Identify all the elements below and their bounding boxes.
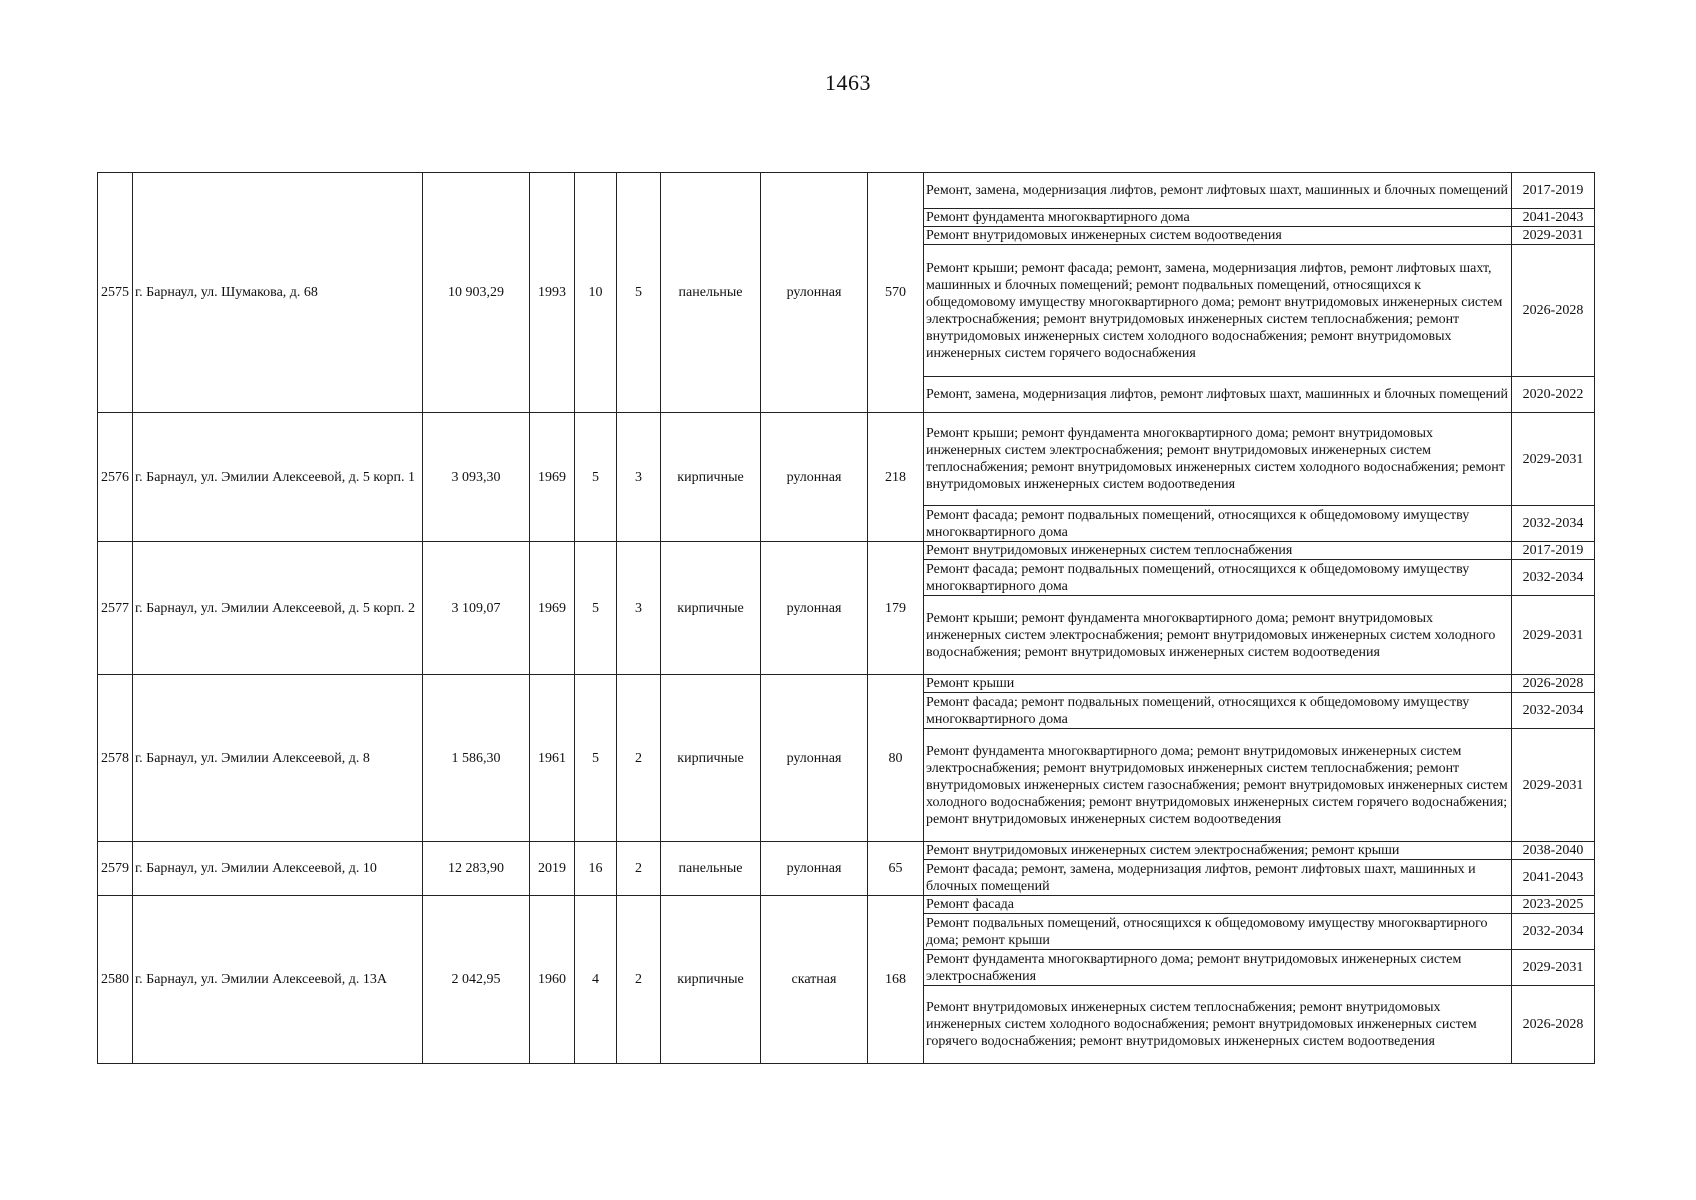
house-walls: панельные (661, 842, 761, 896)
work-period: 2038-2040 (1512, 842, 1595, 860)
page-number: 1463 (825, 70, 871, 95)
work-period: 2029-2031 (1512, 950, 1595, 986)
house-year: 1961 (530, 675, 575, 842)
house-roof: рулонная (761, 675, 868, 842)
work-period: 2017-2019 (1512, 542, 1595, 560)
house-roof: рулонная (761, 842, 868, 896)
work-description: Ремонт фундамента многоквартирного дома (924, 209, 1512, 227)
work-period: 2026-2028 (1512, 675, 1595, 693)
work-description: Ремонт крыши (924, 675, 1512, 693)
work-description: Ремонт крыши; ремонт фундамента многоквартирного дома; ремонт внутридомовых инженерных систем электроснабжения; ремонт внутридомовых инженерных систем теплоснабжения; ремонт внутридомовых инженерных систем холодного водоснабжения; ремонт внутридомовых инженерных систем водоотведения (924, 413, 1512, 506)
work-period: 2032-2034 (1512, 506, 1595, 542)
work-description: Ремонт внутридомовых инженерных систем теплоснабжения; ремонт внутридомовых инженерных систем холодного водоснабжения; ремонт внутридомовых инженерных систем горячего водоснабжения; ремонт внутридомовых инженерных систем водоотведения (924, 986, 1512, 1064)
house-walls: кирпичные (661, 542, 761, 675)
house-address: г. Барнаул, ул. Эмилии Алексеевой, д. 10 (133, 842, 423, 896)
work-description: Ремонт фасада; ремонт, замена, модернизация лифтов, ремонт лифтовых шахт, машинных и блочных помещений (924, 860, 1512, 896)
house-floors: 5 (575, 675, 617, 842)
house-residents: 80 (868, 675, 924, 842)
house-roof: рулонная (761, 413, 868, 542)
work-period: 2029-2031 (1512, 227, 1595, 245)
work-period: 2029-2031 (1512, 413, 1595, 506)
house-year: 1969 (530, 413, 575, 542)
house-walls: кирпичные (661, 675, 761, 842)
work-description: Ремонт крыши; ремонт фундамента многоквартирного дома; ремонт внутридомовых инженерных систем электроснабжения; ремонт внутридомовых инженерных систем холодного водоснабжения; ремонт внутридомовых инженерных систем водоотведения (924, 596, 1512, 675)
house-roof: рулонная (761, 542, 868, 675)
house-year: 1993 (530, 173, 575, 413)
house-entrances: 3 (617, 413, 661, 542)
work-period: 2032-2034 (1512, 914, 1595, 950)
work-description: Ремонт фундамента многоквартирного дома; ремонт внутридомовых инженерных систем электроснабжения; ремонт внутридомовых инженерных систем теплоснабжения; ремонт внутридомовых инженерных систем газоснабжения; ремонт внутридомовых инженерных систем холодного водоснабжения; ремонт внутридомовых инженерных систем горячего водоснабжения; ремонт внутридомовых инженерных систем водоотведения (924, 729, 1512, 842)
work-description: Ремонт фасада (924, 896, 1512, 914)
house-area: 12 283,90 (423, 842, 530, 896)
work-description: Ремонт фасада; ремонт подвальных помещений, относящихся к общедомовому имуществу многоквартирного дома (924, 560, 1512, 596)
work-period: 2041-2043 (1512, 860, 1595, 896)
house-address: г. Барнаул, ул. Эмилии Алексеевой, д. 8 (133, 675, 423, 842)
house-number: 2578 (98, 675, 133, 842)
work-period: 2032-2034 (1512, 693, 1595, 729)
house-number: 2575 (98, 173, 133, 413)
house-residents: 65 (868, 842, 924, 896)
table-row (98, 896, 1595, 914)
work-period: 2017-2019 (1512, 173, 1595, 209)
work-period: 2029-2031 (1512, 596, 1595, 675)
house-floors: 16 (575, 842, 617, 896)
house-walls: панельные (661, 173, 761, 413)
house-floors: 10 (575, 173, 617, 413)
house-area: 1 586,30 (423, 675, 530, 842)
work-description: Ремонт подвальных помещений, относящихся к общедомовому имуществу многоквартирного дома; ремонт крыши (924, 914, 1512, 950)
work-period: 2032-2034 (1512, 560, 1595, 596)
house-walls: кирпичные (661, 896, 761, 1064)
house-entrances: 2 (617, 842, 661, 896)
house-entrances: 2 (617, 896, 661, 1064)
house-area: 2 042,95 (423, 896, 530, 1064)
work-description: Ремонт фундамента многоквартирного дома; ремонт внутридомовых инженерных систем электроснабжения (924, 950, 1512, 986)
work-period: 2041-2043 (1512, 209, 1595, 227)
house-residents: 168 (868, 896, 924, 1064)
house-walls: кирпичные (661, 413, 761, 542)
work-description: Ремонт, замена, модернизация лифтов, ремонт лифтовых шахт, машинных и блочных помещений (924, 173, 1512, 209)
work-description: Ремонт крыши; ремонт фасада; ремонт, замена, модернизация лифтов, ремонт лифтовых шахт, машинных и блочных помещений; ремонт подвальных помещений, относящихся к общедомовому имуществу многоквартирного дома; ремонт внутридомовых инженерных систем электроснабжения; ремонт внутридомовых инженерных систем теплоснабжения; ремонт внутридомовых инженерных систем холодного водоснабжения; ремонт внутридомовых инженерных систем горячего водоснабжения (924, 245, 1512, 377)
table-row (98, 173, 1595, 209)
house-residents: 218 (868, 413, 924, 542)
capital-repair-table (97, 172, 1595, 1064)
work-description: Ремонт, замена, модернизация лифтов, ремонт лифтовых шахт, машинных и блочных помещений (924, 377, 1512, 413)
house-roof: рулонная (761, 173, 868, 413)
house-entrances: 2 (617, 675, 661, 842)
table-row (98, 675, 1595, 693)
house-year: 2019 (530, 842, 575, 896)
work-period: 2026-2028 (1512, 245, 1595, 377)
work-period: 2029-2031 (1512, 729, 1595, 842)
house-number: 2580 (98, 896, 133, 1064)
work-description: Ремонт фасада; ремонт подвальных помещений, относящихся к общедомовому имуществу многоквартирного дома (924, 693, 1512, 729)
house-residents: 179 (868, 542, 924, 675)
table-row (98, 413, 1595, 506)
house-address: г. Барнаул, ул. Эмилии Алексеевой, д. 5 корп. 2 (133, 542, 423, 675)
house-residents: 570 (868, 173, 924, 413)
house-address: г. Барнаул, ул. Шумакова, д. 68 (133, 173, 423, 413)
house-number: 2576 (98, 413, 133, 542)
house-floors: 5 (575, 542, 617, 675)
house-roof: скатная (761, 896, 868, 1064)
house-number: 2579 (98, 842, 133, 896)
house-number: 2577 (98, 542, 133, 675)
house-address: г. Барнаул, ул. Эмилии Алексеевой, д. 5 корп. 1 (133, 413, 423, 542)
work-description: Ремонт внутридомовых инженерных систем водоотведения (924, 227, 1512, 245)
work-description: Ремонт внутридомовых инженерных систем теплоснабжения (924, 542, 1512, 560)
house-entrances: 5 (617, 173, 661, 413)
work-description: Ремонт фасада; ремонт подвальных помещений, относящихся к общедомовому имуществу многоквартирного дома (924, 506, 1512, 542)
work-description: Ремонт внутридомовых инженерных систем электроснабжения; ремонт крыши (924, 842, 1512, 860)
table-row (98, 542, 1595, 560)
work-period: 2026-2028 (1512, 986, 1595, 1064)
house-floors: 4 (575, 896, 617, 1064)
house-area: 3 093,30 (423, 413, 530, 542)
house-area: 3 109,07 (423, 542, 530, 675)
house-year: 1960 (530, 896, 575, 1064)
house-year: 1969 (530, 542, 575, 675)
work-period: 2020-2022 (1512, 377, 1595, 413)
house-entrances: 3 (617, 542, 661, 675)
table-body (98, 173, 1595, 1064)
house-area: 10 903,29 (423, 173, 530, 413)
table-row (98, 842, 1595, 860)
work-period: 2023-2025 (1512, 896, 1595, 914)
house-address: г. Барнаул, ул. Эмилии Алексеевой, д. 13А (133, 896, 423, 1064)
house-floors: 5 (575, 413, 617, 542)
